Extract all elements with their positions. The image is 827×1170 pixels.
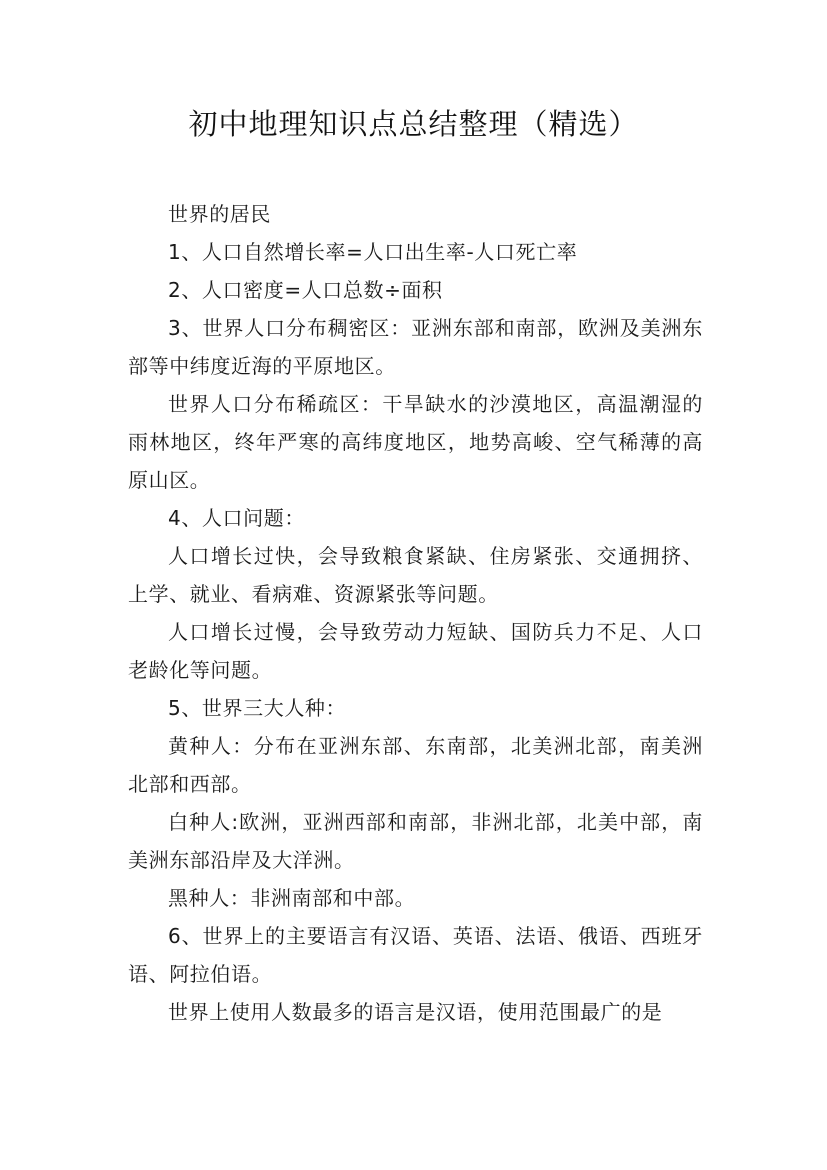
paragraph: 1、人口自然增长率=人口出生率-人口死亡率 [168, 240, 578, 264]
section-heading: 世界的居民 [168, 202, 271, 226]
document-title: 初中地理知识点总结整理（精选） [188, 107, 639, 141]
paragraph: 白种人:欧洲，亚洲西部和南部，非洲北部，北美中部，南美洲东部沿岸及大洋洲。 [128, 810, 703, 872]
paragraph: 黄种人：分布在亚洲东部、东南部，北美洲北部，南美洲北部和西部。 [128, 734, 703, 796]
paragraph: 世界人口分布稀疏区：干旱缺水的沙漠地区，高温潮湿的雨林地区，终年严寒的高纬度地区，地势高峻、空气稀薄的高原山区。 [128, 392, 703, 492]
paragraph: 世界上使用人数最多的语言是汉语，使用范围最广的是 [168, 1000, 663, 1024]
paragraph: 2、人口密度=人口总数÷面积 [168, 278, 443, 302]
paragraph: 3、世界人口分布稠密区：亚洲东部和南部，欧洲及美洲东部等中纬度近海的平原地区。 [128, 316, 703, 378]
paragraph: 5、世界三大人种： [168, 696, 347, 720]
paragraph: 人口增长过慢，会导致劳动力短缺、国防兵力不足、人口老龄化等问题。 [128, 620, 703, 682]
document-body [128, 195, 703, 1031]
paragraph: 4、人口问题： [168, 506, 305, 530]
paragraph: 6、世界上的主要语言有汉语、英语、法语、俄语、西班牙语、阿拉伯语。 [128, 924, 703, 986]
paragraph: 黑种人：非洲南部和中部。 [168, 886, 416, 910]
paragraph: 人口增长过快，会导致粮食紧缺、住房紧张、交通拥挤、上学、就业、看病难、资源紧张等问题。 [128, 544, 703, 606]
